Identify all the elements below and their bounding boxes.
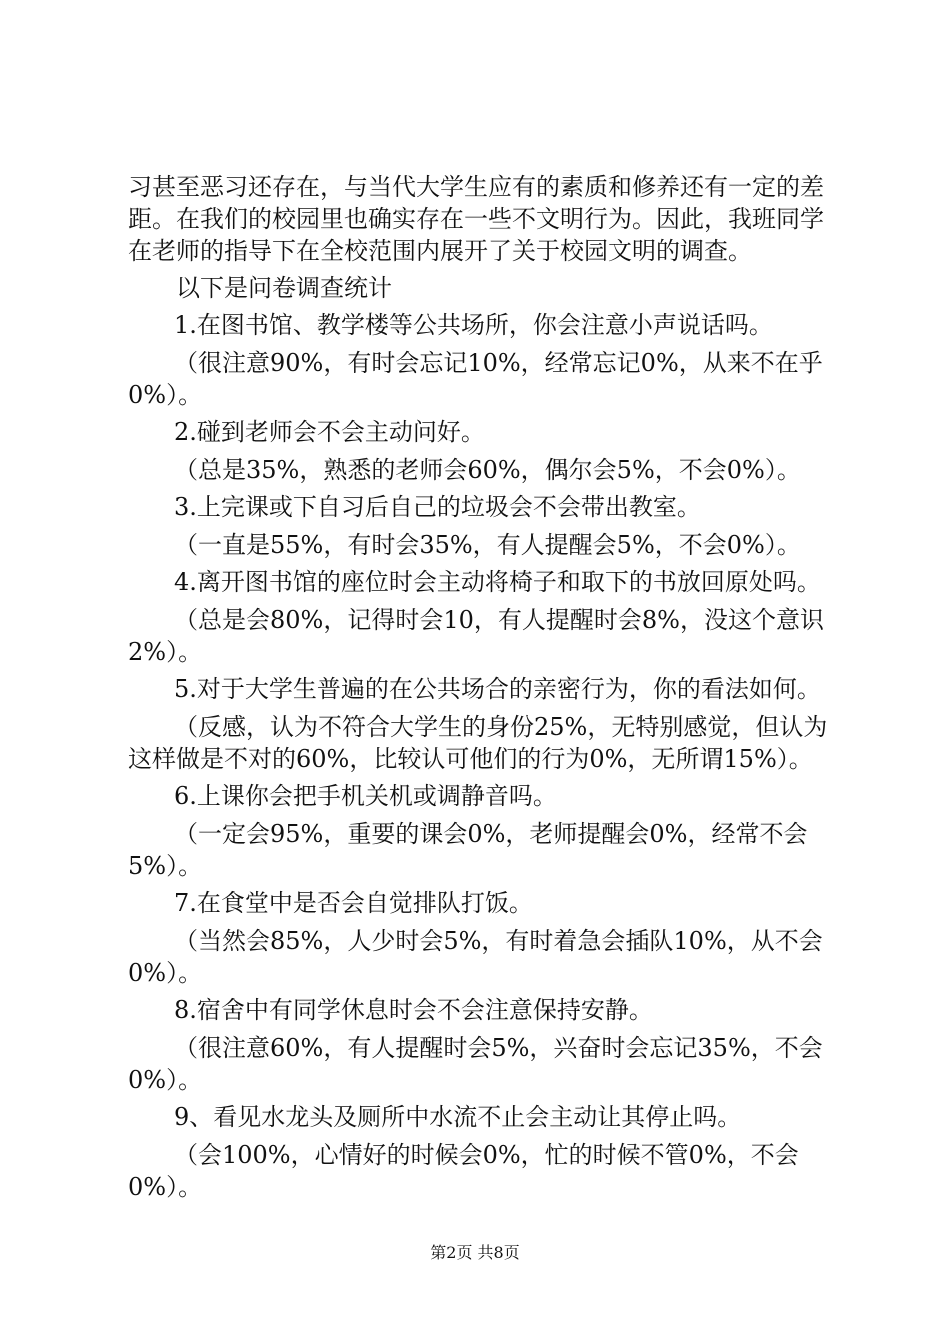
- answer-1: （很注意90%，有时会忘记10%，经常忘记0%，从来不在乎0%）。: [128, 349, 823, 409]
- question-5: 5.对于大学生普遍的在公共场合的亲密行为，你的看法如何。: [174, 675, 821, 703]
- question-2: 2.碰到老师会不会主动问好。: [174, 418, 485, 446]
- question-4: 4.离开图书馆的座位时会主动将椅子和取下的书放回原处吗。: [174, 568, 821, 596]
- question-7: 7.在食堂中是否会自觉排队打饭。: [174, 889, 533, 917]
- document-body: [128, 171, 834, 1203]
- answer-6: （一定会95%，重要的课会0%，老师提醒会0%，经常不会5%）。: [128, 820, 808, 880]
- answer-7: （当然会85%，人少时会5%，有时着急会插队10%，从不会0%）。: [128, 927, 823, 987]
- page-number-footer: 第2页 共8页: [430, 1243, 520, 1262]
- question-1: 1.在图书馆、教学楼等公共场所，你会注意小声说话吗。: [174, 311, 773, 339]
- answer-5: （反感，认为不符合大学生的身份25%，无特别感觉，但认为这样做是不对的60%，比较认可他们的行为0%，无所谓15%）。: [128, 713, 828, 773]
- answer-9: （会100%，心情好的时候会0%，忙的时候不管0%，不会0%）。: [128, 1141, 799, 1201]
- question-6: 6.上课你会把手机关机或调静音吗。: [174, 782, 557, 810]
- question-9: 9、看见水龙头及厕所中水流不止会主动让其停止吗。: [174, 1103, 742, 1131]
- survey-heading: 以下是问卷调查统计: [176, 274, 392, 302]
- question-3: 3.上完课或下自习后自己的垃圾会不会带出教室。: [174, 493, 701, 521]
- answer-2: （总是35%，熟悉的老师会60%，偶尔会5%，不会0%）。: [174, 456, 801, 484]
- answer-8: （很注意60%，有人提醒时会5%，兴奋时会忘记35%，不会0%）。: [128, 1034, 823, 1094]
- question-8: 8.宿舍中有同学休息时会不会注意保持安静。: [174, 996, 653, 1024]
- intro-paragraph: 习甚至恶习还存在，与当代大学生应有的素质和修养还有一定的差距。在我们的校园里也确实存在一些不文明行为。因此，我班同学在老师的指导下在全校范围内展开了关于校园文明的调查。: [128, 173, 824, 265]
- answer-3: （一直是55%，有时会35%，有人提醒会5%，不会0%）。: [174, 531, 801, 559]
- answer-4: （总是会80%，记得时会10，有人提醒时会8%，没这个意识2%）。: [128, 606, 824, 666]
